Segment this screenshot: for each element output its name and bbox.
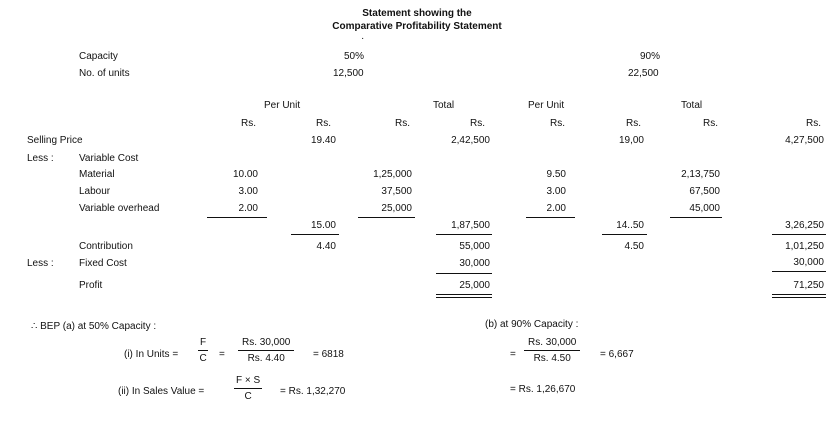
total-rule xyxy=(772,297,826,298)
rs-header: Rs. xyxy=(395,118,410,129)
contribution-tot50: 55,000 xyxy=(459,241,490,252)
units-result: = 6818 xyxy=(313,349,344,360)
subtotal-rule xyxy=(670,217,722,218)
capacity-50: 50% xyxy=(344,51,365,62)
subtotal-rule xyxy=(772,271,826,272)
total-rule xyxy=(436,297,492,298)
subtotal-rule xyxy=(772,234,826,235)
units-fraction xyxy=(238,337,294,365)
contribution-pu90: 4.50 xyxy=(624,241,644,252)
subtotal-rule xyxy=(602,234,647,235)
rs-header: Rs. xyxy=(470,118,485,129)
subtotal-rule xyxy=(358,217,415,218)
title-line-2: Comparative Profitability Statement xyxy=(332,21,502,32)
header-total-50: Total xyxy=(433,100,455,111)
total-rule xyxy=(436,294,492,295)
profit-tot50: 25,000 xyxy=(459,280,490,291)
overhead-tot50: 25,000 xyxy=(381,203,412,214)
rs-header: Rs. xyxy=(550,118,565,129)
rs-header: Rs. xyxy=(703,118,718,129)
b-units-numerator: Rs. 30,000 xyxy=(524,337,580,351)
title-dot: · xyxy=(361,33,365,44)
variable-cost-label: Variable Cost xyxy=(79,153,139,164)
capacity-90: 90% xyxy=(640,51,661,62)
overhead-pu90: 2.00 xyxy=(546,203,566,214)
selling-price-label: Selling Price xyxy=(27,135,83,146)
header-per-unit-90: Per Unit xyxy=(528,100,565,111)
subtotal-rule xyxy=(436,273,492,274)
fixed-cost-tot50: 30,000 xyxy=(459,258,490,269)
material-tot50: 1,25,000 xyxy=(373,169,412,180)
b-sales-result: = Rs. 1,26,670 xyxy=(510,384,576,395)
profit-tot90: 71,250 xyxy=(793,280,824,291)
header-total-90: Total xyxy=(681,100,703,111)
less-label: Less : xyxy=(27,153,54,164)
vc-total-tot50: 1,87,500 xyxy=(451,220,490,231)
subtotal-rule xyxy=(526,217,575,218)
units-denominator: Rs. 4.40 xyxy=(247,353,285,364)
subtotal-rule xyxy=(291,234,339,235)
contribution-pu50: 4.40 xyxy=(316,241,336,252)
rs-header: Rs. xyxy=(626,118,641,129)
bep-units-label: (i) In Units = xyxy=(124,349,179,360)
less-label-2: Less : xyxy=(27,258,54,269)
overhead-pu50: 2.00 xyxy=(238,203,258,214)
labour-tot50: 37,500 xyxy=(381,186,412,197)
labour-pu90: 3.00 xyxy=(546,186,566,197)
bep-b-heading: (b) at 90% Capacity : xyxy=(485,319,579,330)
selling-price-tot90: 4,27,500 xyxy=(785,135,824,146)
vc-total-pu90: 14..50 xyxy=(616,220,644,231)
contribution-tot90: 1,01,250 xyxy=(785,241,824,252)
equals-sign: = xyxy=(219,349,225,360)
formula-denominator: C xyxy=(244,391,252,402)
units-90: 22,500 xyxy=(628,68,659,79)
profit-label: Profit xyxy=(79,280,103,291)
labour-pu50: 3.00 xyxy=(238,186,258,197)
selling-price-pu50: 19.40 xyxy=(310,135,336,146)
labour-tot90: 67,500 xyxy=(689,186,720,197)
sales-result: = Rs. 1,32,270 xyxy=(280,386,346,397)
selling-price-tot50: 2,42,500 xyxy=(451,135,490,146)
vc-total-tot90: 3,26,250 xyxy=(785,220,824,231)
material-pu90: 9.50 xyxy=(546,169,566,180)
vc-total-pu50: 15.00 xyxy=(310,220,336,231)
units-numerator: Rs. 30,000 xyxy=(238,337,294,351)
labour-label: Labour xyxy=(79,186,111,197)
formula-denominator: C xyxy=(199,353,207,364)
selling-price-pu90: 19,00 xyxy=(618,135,644,146)
b-equals-sign: = xyxy=(510,349,516,360)
b-units-fraction xyxy=(524,337,580,365)
header-per-unit-50: Per Unit xyxy=(264,100,301,111)
formula-fs-over-c xyxy=(234,375,262,403)
b-units-denominator: Rs. 4.50 xyxy=(533,353,571,364)
rs-header: Rs. xyxy=(241,118,256,129)
formula-numerator: F xyxy=(198,337,208,351)
rs-header: Rs. xyxy=(316,118,331,129)
units-50: 12,500 xyxy=(333,68,364,79)
fixed-cost-tot90: 30,000 xyxy=(793,257,824,268)
bep-heading: ∴ BEP (a) at 50% Capacity : xyxy=(31,321,157,332)
contribution-label: Contribution xyxy=(79,241,133,252)
b-units-result: = 6,667 xyxy=(600,349,634,360)
fixed-cost-label: Fixed Cost xyxy=(79,258,127,269)
capacity-label: Capacity xyxy=(79,51,118,62)
units-label: No. of units xyxy=(79,68,130,79)
material-pu50: 10.00 xyxy=(232,169,258,180)
total-rule xyxy=(772,294,826,295)
subtotal-rule xyxy=(436,234,492,235)
title-line-1: Statement showing the xyxy=(362,8,472,19)
formula-numerator: F × S xyxy=(234,375,262,389)
rs-header: Rs. xyxy=(806,118,821,129)
formula-f-over-c xyxy=(198,337,208,365)
material-tot90: 2,13,750 xyxy=(681,169,720,180)
material-label: Material xyxy=(79,169,115,180)
overhead-label: Variable overhead xyxy=(79,203,160,214)
overhead-tot90: 45,000 xyxy=(689,203,720,214)
subtotal-rule xyxy=(207,217,267,218)
bep-sales-label: (ii) In Sales Value = xyxy=(118,386,205,397)
